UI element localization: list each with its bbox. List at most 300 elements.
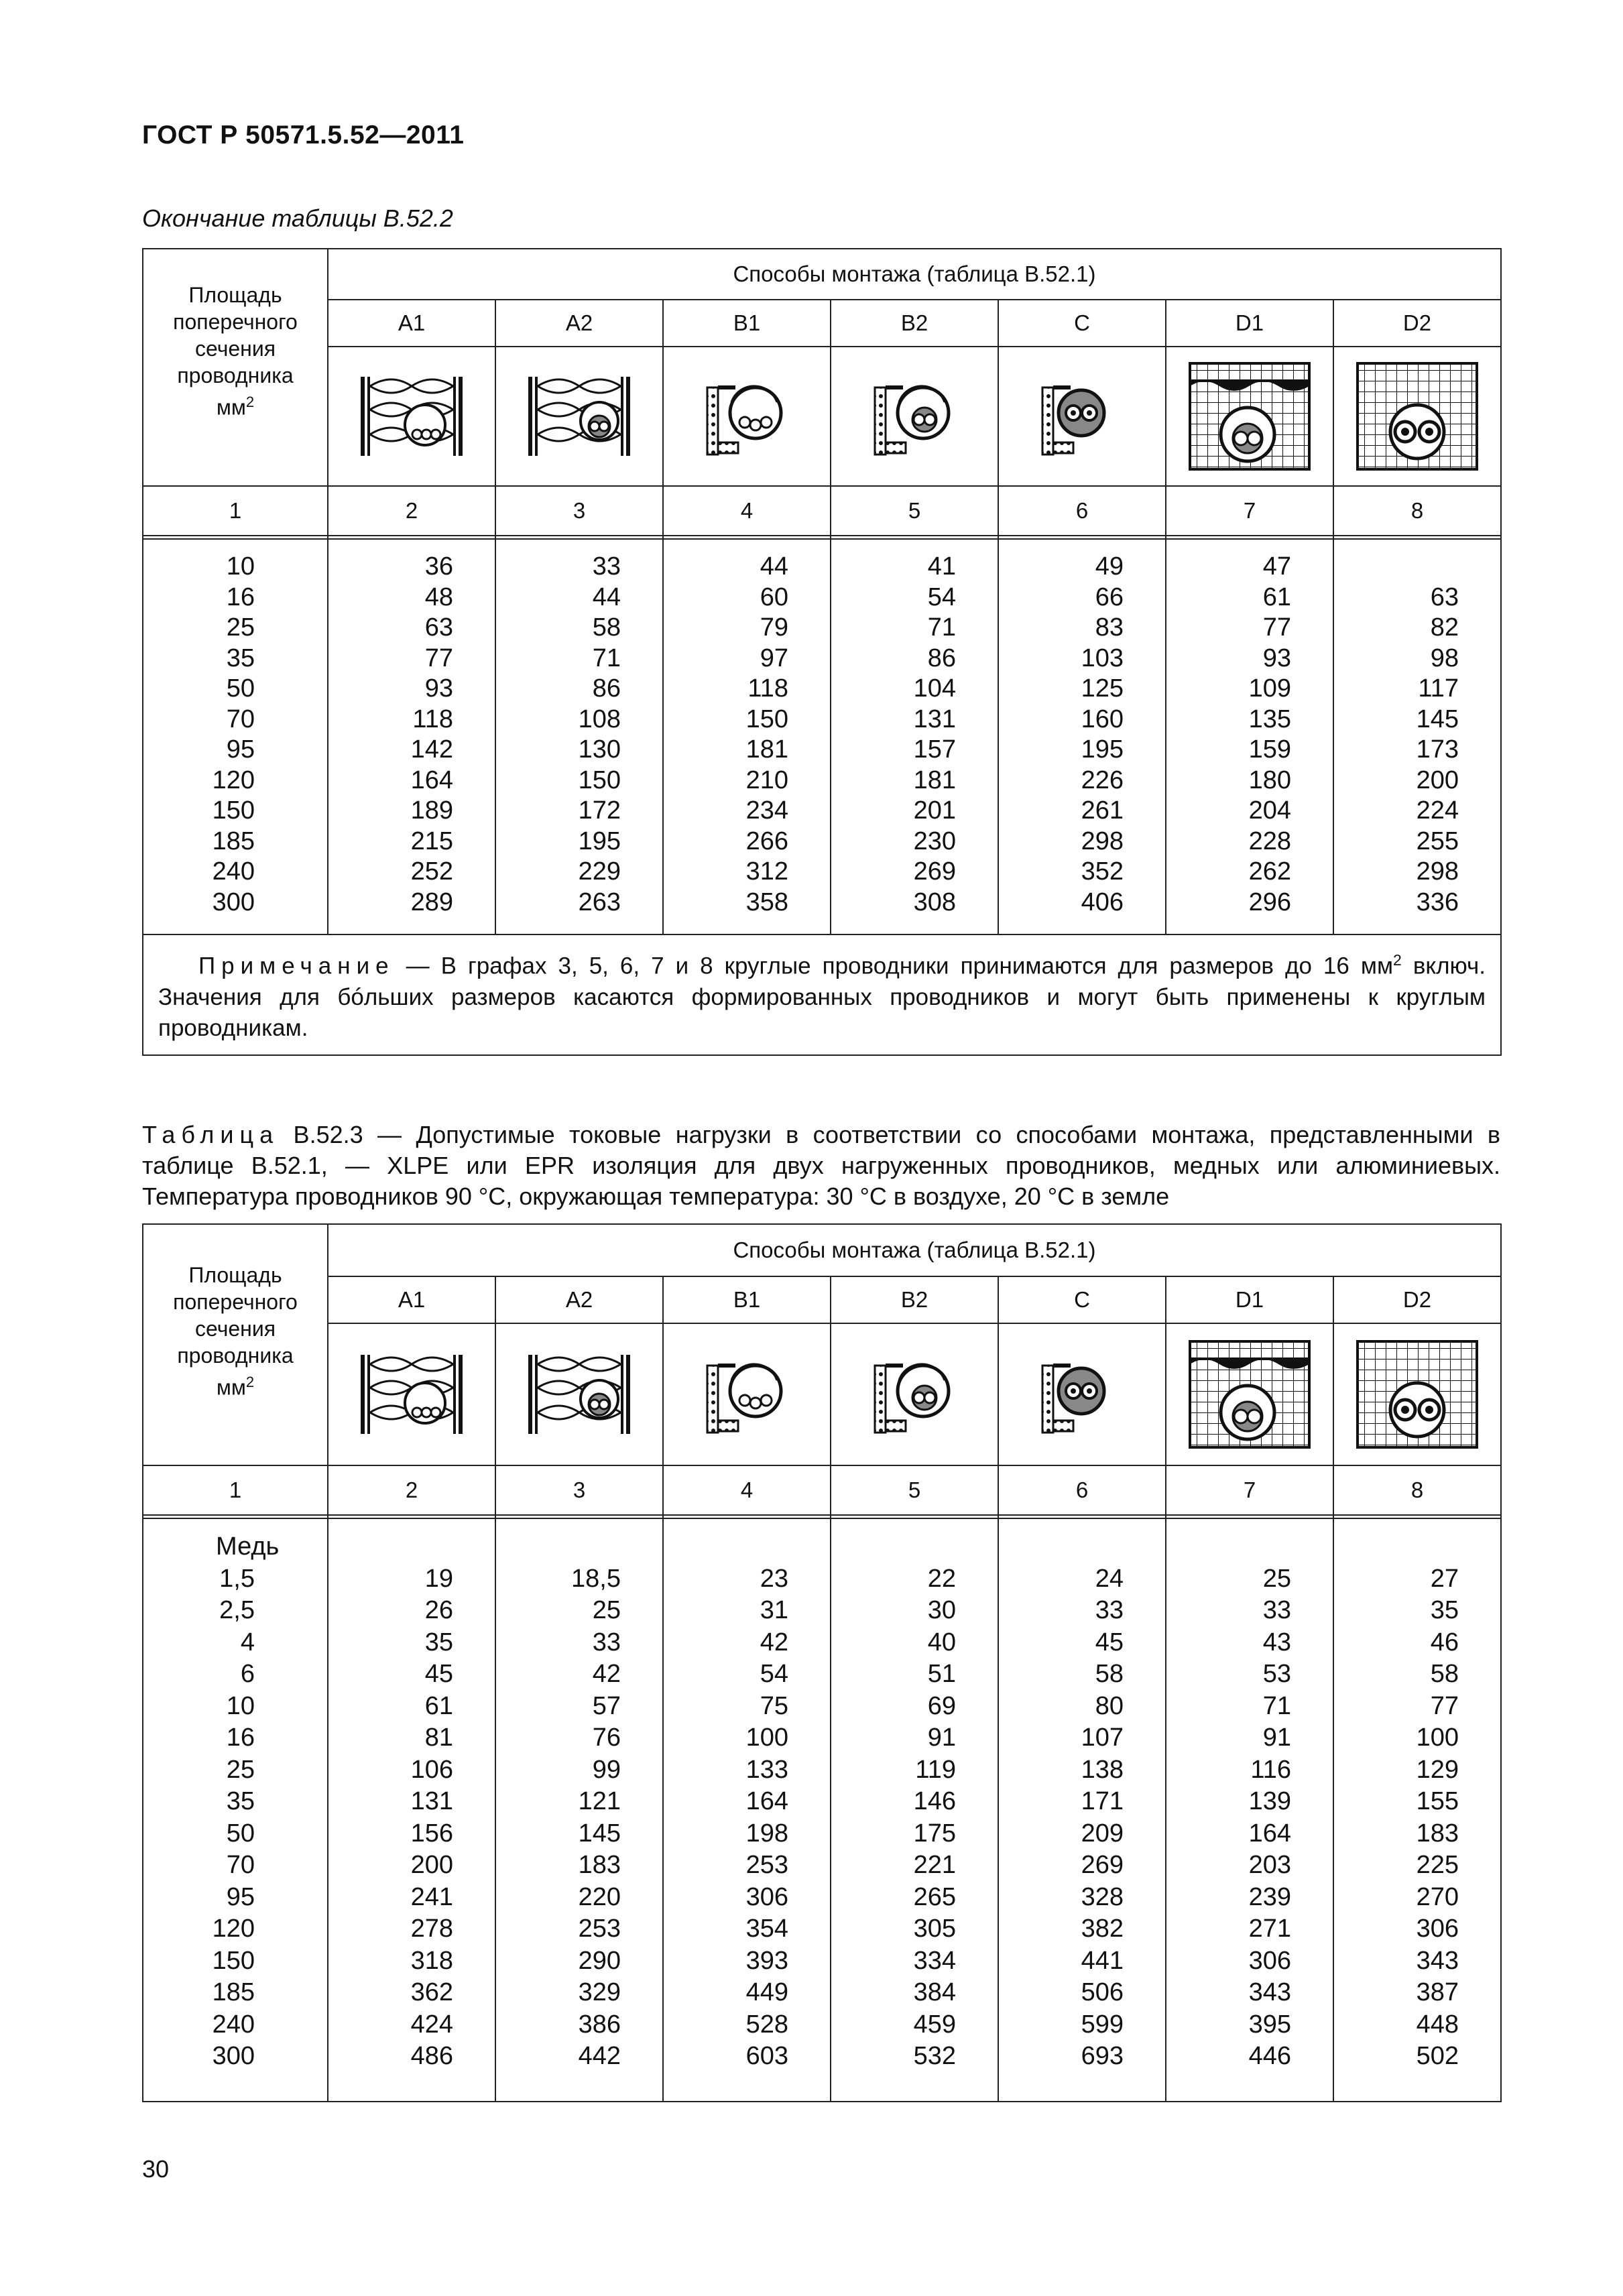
table-cell-value: 70 <box>226 1851 255 1879</box>
table-cell-value: 226 <box>1081 766 1124 794</box>
table-cell-value: 296 <box>1248 888 1291 916</box>
table-b522 <box>142 248 1500 1056</box>
table-cell-value: 406 <box>1081 888 1124 916</box>
table-cell-value: 255 <box>1416 827 1459 855</box>
table-cell-value: 343 <box>1416 1946 1459 1975</box>
table-cell-value: 336 <box>1416 888 1459 916</box>
table-cell-value: 172 <box>578 796 621 825</box>
method-icon-cell <box>495 1323 663 1465</box>
table-cell-value: 164 <box>745 1787 788 1815</box>
table-cell-value: 50 <box>226 674 255 703</box>
table-cell-value: 290 <box>578 1946 621 1975</box>
table-cell-value: 195 <box>1081 735 1124 764</box>
table-cell-value: 116 <box>1250 1755 1291 1784</box>
table-cell-value: 41 <box>927 552 956 581</box>
table-cell-value: 86 <box>592 674 621 703</box>
value-column <box>831 539 998 934</box>
table-cell-value: 228 <box>1248 827 1291 855</box>
table-cell-value: 57 <box>592 1691 621 1720</box>
table-cell-value: 306 <box>745 1882 788 1911</box>
table-cell-value: 271 <box>1248 1915 1291 1943</box>
method-icon-cell <box>998 347 1166 486</box>
table-cell-value: 77 <box>1430 1691 1459 1720</box>
table-cell-value: 61 <box>1262 583 1291 611</box>
table-cell-value: 106 <box>410 1755 453 1784</box>
table-cell-value: 4 <box>240 1628 255 1656</box>
table-cell-value: 135 <box>1248 705 1291 733</box>
area-header-line: Площадь <box>188 283 282 308</box>
note-text-continued: включ. Значения для бóльших размеров касаются формированных проводников и могут быть применены к круглым проводникам. <box>158 953 1486 1041</box>
table-cell-value: 300 <box>212 2042 255 2070</box>
table-cell-value: 448 <box>1416 2010 1459 2039</box>
table-cell-value: 528 <box>745 2010 788 2039</box>
table-cell-value: 239 <box>1248 1882 1291 1911</box>
table-cell-value: 164 <box>410 766 453 794</box>
table-cell-value: 6 <box>240 1660 255 1688</box>
area-header-line: сечения <box>194 1317 276 1341</box>
table-cell-value: 229 <box>578 857 621 886</box>
table-cell-value: 278 <box>410 1915 453 1943</box>
table-cell-value: 215 <box>410 827 453 855</box>
installation-d2-icon <box>1354 359 1481 473</box>
table-cell-value: 125 <box>1081 674 1124 703</box>
table-cell-value: 262 <box>1248 857 1291 886</box>
material-spacer <box>831 1531 956 1563</box>
table-cell-value: 95 <box>226 1882 255 1911</box>
table-cell-value: 171 <box>1081 1787 1124 1815</box>
table-cell-value: 98 <box>1430 644 1459 672</box>
table-cell-value: 118 <box>747 674 788 703</box>
table-cell-value: 19 <box>424 1564 453 1593</box>
column-number: 5 <box>831 1465 998 1515</box>
installation-a1-icon <box>358 373 465 460</box>
column-number: 2 <box>328 486 495 536</box>
method-icon-cell <box>328 347 495 486</box>
material-spacer <box>328 1531 453 1563</box>
value-column <box>328 1518 495 2102</box>
table-cell-value: 77 <box>1262 613 1291 642</box>
table-cell-value: 157 <box>913 735 956 764</box>
table-cell-value: 93 <box>424 674 453 703</box>
area-header-line: поперечного <box>173 310 298 335</box>
table-cell-value: 109 <box>1248 674 1291 703</box>
method-icon-cell <box>663 347 831 486</box>
area-header-cell <box>143 1224 328 1465</box>
table-cell-value: 70 <box>226 705 255 733</box>
method-icon-cell <box>1166 347 1333 486</box>
material-spacer <box>999 1531 1124 1563</box>
table-cell-value: 27 <box>1430 1564 1459 1593</box>
table-cell-value: 459 <box>913 2010 956 2039</box>
table-cell-value: 45 <box>1095 1628 1124 1656</box>
table-cell-value: 139 <box>1248 1787 1291 1815</box>
method-icon-cell <box>663 1323 831 1465</box>
method-icon-cell <box>998 1323 1166 1465</box>
column-number: 1 <box>143 1465 328 1515</box>
value-column <box>1166 1518 1333 2102</box>
table-cell-value: 446 <box>1248 2042 1291 2070</box>
table-cell-value: 263 <box>578 888 621 916</box>
material-label: Медь <box>216 1532 280 1561</box>
table-cell-value: 120 <box>212 766 255 794</box>
table-cell-value: 312 <box>745 857 788 886</box>
method-label: С <box>998 300 1166 347</box>
table-cell-value: 45 <box>424 1660 453 1688</box>
table-cell-value: 142 <box>410 735 453 764</box>
method-label: А2 <box>495 300 663 347</box>
method-icon-cell <box>1166 1323 1333 1465</box>
note-text: — В графах 3, 5, 6, 7 и 8 круглые проводники принимаются для размеров до 16 мм <box>394 953 1394 979</box>
table-cell-value: 10 <box>226 552 255 581</box>
table-cell-value: 25 <box>592 1596 621 1624</box>
value-column <box>143 539 328 934</box>
table-cell-value: 693 <box>1081 2042 1124 2070</box>
table-cell-value: 195 <box>578 827 621 855</box>
table-cell-value: 75 <box>760 1691 788 1720</box>
area-header-unit: мм <box>216 395 246 420</box>
page-number: 30 <box>142 2155 170 2183</box>
table-cell-value: 362 <box>410 1978 453 2006</box>
table-cell-value: 91 <box>927 1724 956 1752</box>
table-cell-value: 35 <box>226 644 255 672</box>
table-cell-value: 270 <box>1416 1882 1459 1911</box>
table-cell-value: 66 <box>1095 583 1124 611</box>
table-cell-value: 354 <box>745 1915 788 1943</box>
table-cell-value: 131 <box>913 705 956 733</box>
value-column <box>998 1518 1166 2102</box>
table-cell-value: 318 <box>410 1946 453 1975</box>
table-cell-value: 328 <box>1081 1882 1124 1911</box>
table-cell-value: 117 <box>1418 674 1459 703</box>
unit-superscript: 2 <box>245 1374 255 1391</box>
column-number: 4 <box>663 1465 831 1515</box>
table-cell-value: 93 <box>1262 644 1291 672</box>
table-cell-value: 76 <box>592 1724 621 1752</box>
table-cell-value: 203 <box>1248 1851 1291 1879</box>
unit-superscript: 2 <box>245 394 255 411</box>
installation-a2-icon <box>526 373 633 460</box>
column-number: 7 <box>1166 1465 1333 1515</box>
table-cell-value: 156 <box>410 1819 453 1848</box>
table-cell-value: 82 <box>1430 613 1459 642</box>
values-body <box>143 539 1501 934</box>
table-cell-value: 49 <box>1095 552 1124 581</box>
table-cell-value: 47 <box>1262 552 1291 581</box>
installation-a2-icon <box>526 1351 633 1438</box>
value-column <box>663 539 831 934</box>
installation-c-icon <box>1038 373 1126 460</box>
table-cell-value: 16 <box>226 583 255 611</box>
table-cell-value: 71 <box>1262 1691 1291 1720</box>
table-cell-value: 79 <box>760 613 788 642</box>
method-icon-cell <box>328 1323 495 1465</box>
table-cell-value: 266 <box>745 827 788 855</box>
column-number: 6 <box>998 1465 1166 1515</box>
note-label: Примечание <box>198 953 395 979</box>
material-spacer <box>496 1531 621 1563</box>
value-column <box>495 539 663 934</box>
value-column <box>1333 1518 1501 2102</box>
table-cell-value: 395 <box>1248 2010 1291 2039</box>
table-cell-value: 160 <box>1081 705 1124 733</box>
table-cell-value: 449 <box>745 1978 788 2006</box>
table-cell-value: 43 <box>1262 1628 1291 1656</box>
table-cell-value: 200 <box>410 1851 453 1879</box>
table-cell-value: 51 <box>927 1660 956 1688</box>
table-cell-value: 224 <box>1416 796 1459 825</box>
table-cell-value: 63 <box>1430 583 1459 611</box>
table-cell-value: 97 <box>760 644 788 672</box>
table-cell-value: 118 <box>412 705 453 733</box>
table-cell-value: 185 <box>212 827 255 855</box>
table-cell-value: 442 <box>578 2042 621 2070</box>
table-cell-value: 54 <box>760 1660 788 1688</box>
table-cell-value: 145 <box>578 1819 621 1848</box>
table-cell-value: 221 <box>913 1851 956 1879</box>
value-column <box>663 1518 831 2102</box>
caption-text: В.52.3 — Допустимые токовые нагрузки в соответствии со способами монтажа, представленными в таблице В.52.1, — XLPE или EPR изоляция для двух нагруженных проводников, медных или алюминиевых. Температура проводников 90 °С, окружающая температура: 30 °С в воздухе, 20 °С в земле <box>142 1121 1500 1210</box>
method-label: D2 <box>1333 300 1501 347</box>
table-cell-value: 46 <box>1430 1628 1459 1656</box>
column-number: 3 <box>495 486 663 536</box>
table-cell-value <box>1334 552 1459 583</box>
table-cell-value: 146 <box>913 1787 956 1815</box>
table-cell-value: 298 <box>1081 827 1124 855</box>
table-cell-value: 289 <box>410 888 453 916</box>
table-cell-value: 329 <box>578 1978 621 2006</box>
table-note <box>143 934 1501 1055</box>
table-cell-value: 261 <box>1081 796 1124 825</box>
value-column <box>143 1518 328 2102</box>
table-cell-value: 42 <box>592 1660 621 1688</box>
column-number: 2 <box>328 1465 495 1515</box>
table-cell-value: 35 <box>424 1628 453 1656</box>
table-cell-value: 382 <box>1081 1915 1124 1943</box>
installation-a1-icon <box>358 1351 465 1438</box>
table-cell-value: 441 <box>1081 1946 1124 1975</box>
column-number: 7 <box>1166 486 1333 536</box>
method-icon-cell <box>495 347 663 486</box>
table-continuation-caption: Окончание таблицы В.52.2 <box>142 204 453 232</box>
value-column <box>1166 539 1333 934</box>
table-cell-value: 100 <box>745 1724 788 1752</box>
table-cell-value: 599 <box>1081 2010 1124 2039</box>
note-superscript: 2 <box>1393 951 1402 969</box>
method-label: В2 <box>831 1276 998 1323</box>
note-row <box>143 934 1501 1055</box>
table-cell-value: 33 <box>1095 1596 1124 1624</box>
method-label: D1 <box>1166 300 1333 347</box>
table-cell-value: 91 <box>1262 1724 1291 1752</box>
material-spacer <box>664 1531 788 1563</box>
column-number-row <box>143 486 1501 536</box>
area-header-line: сечения <box>194 337 276 361</box>
method-label: С <box>998 1276 1166 1323</box>
table-cell-value: 265 <box>913 1882 956 1911</box>
table-cell-value: 253 <box>745 1851 788 1879</box>
method-label: D2 <box>1333 1276 1501 1323</box>
installation-b1-icon <box>703 373 790 460</box>
table-cell-value: 86 <box>927 644 956 672</box>
table-cell-value: 240 <box>212 857 255 886</box>
table-cell-value: 241 <box>410 1882 453 1911</box>
table-cell-value: 36 <box>424 552 453 581</box>
table-cell-value: 269 <box>1081 1851 1124 1879</box>
method-label: В2 <box>831 300 998 347</box>
table-cell-value: 103 <box>1081 644 1124 672</box>
value-column <box>1333 539 1501 934</box>
table-cell-value: 201 <box>913 796 956 825</box>
column-number-row <box>143 1465 1501 1515</box>
table-cell-value: 175 <box>913 1819 956 1848</box>
table-cell-value: 58 <box>1095 1660 1124 1688</box>
table-cell-value: 60 <box>760 583 788 611</box>
table-cell-value: 308 <box>913 888 956 916</box>
table-cell-value: 71 <box>592 644 621 672</box>
methods-header: Способы монтажа (таблица В.52.1) <box>328 1224 1501 1276</box>
table-cell-value: 107 <box>1081 1724 1124 1752</box>
table-cell-value: 22 <box>927 1564 956 1593</box>
table-cell-value: 240 <box>212 2010 255 2039</box>
table-cell-value: 225 <box>1416 1851 1459 1879</box>
table-cell-value: 181 <box>745 735 788 764</box>
table-cell-value: 386 <box>578 2010 621 2039</box>
table-cell-value: 138 <box>1081 1755 1124 1784</box>
column-number: 6 <box>998 486 1166 536</box>
values-body <box>143 1518 1501 2102</box>
table-cell-value: 300 <box>212 888 255 916</box>
table-cell-value: 150 <box>212 796 255 825</box>
column-number: 8 <box>1333 486 1501 536</box>
table-cell-value: 230 <box>913 827 956 855</box>
table-cell-value: 100 <box>1416 1724 1459 1752</box>
value-column <box>495 1518 663 2102</box>
table-cell-value: 200 <box>1416 766 1459 794</box>
table-cell-value: 99 <box>592 1755 621 1784</box>
table-cell-value: 234 <box>745 796 788 825</box>
table-cell-value: 53 <box>1262 1660 1291 1688</box>
table-cell-value: 145 <box>1416 705 1459 733</box>
table-cell-value: 180 <box>1248 766 1291 794</box>
method-label: В1 <box>663 1276 831 1323</box>
table-cell-value: 352 <box>1081 857 1124 886</box>
area-header-cell <box>143 249 328 486</box>
table-cell-value: 58 <box>1430 1660 1459 1688</box>
table-cell-value: 358 <box>745 888 788 916</box>
table-cell-value: 48 <box>424 583 453 611</box>
method-icon-cell <box>831 1323 998 1465</box>
table-cell-value: 1,5 <box>219 1564 255 1593</box>
column-number: 4 <box>663 486 831 536</box>
installation-b1-icon <box>703 1351 790 1438</box>
column-number: 8 <box>1333 1465 1501 1515</box>
table-cell-value: 63 <box>424 613 453 642</box>
area-header-unit: мм <box>216 1375 246 1400</box>
table-cell-value: 204 <box>1248 796 1291 825</box>
installation-b2-icon <box>871 1351 958 1438</box>
method-icon-cell <box>1333 1323 1501 1465</box>
table-cell-value: 603 <box>745 2042 788 2070</box>
area-header-line: проводника <box>177 363 294 388</box>
column-number: 3 <box>495 1465 663 1515</box>
table-cell-value: 81 <box>424 1724 453 1752</box>
table-cell-value: 164 <box>1248 1819 1291 1848</box>
area-header-line: Площадь <box>188 1263 282 1288</box>
table-cell-value: 298 <box>1416 857 1459 886</box>
table-cell-value: 343 <box>1248 1978 1291 2006</box>
column-number: 1 <box>143 486 328 536</box>
table-cell-value: 198 <box>745 1819 788 1848</box>
table-cell-value: 44 <box>760 552 788 581</box>
table-cell-value: 305 <box>913 1915 956 1943</box>
table-cell-value: 150 <box>212 1946 255 1975</box>
table-cell-value: 10 <box>226 1691 255 1720</box>
table-cell-value: 2,5 <box>219 1596 255 1624</box>
method-label: А2 <box>495 1276 663 1323</box>
method-icon-cell <box>1333 347 1501 486</box>
table-cell-value: 33 <box>592 1628 621 1656</box>
method-label: В1 <box>663 300 831 347</box>
table-cell-value: 33 <box>1262 1596 1291 1624</box>
table-b523-caption <box>142 1120 1500 1212</box>
table-cell-value: 18,5 <box>571 1564 621 1593</box>
table-cell-value: 25 <box>1262 1564 1291 1593</box>
table-cell-value: 506 <box>1081 1978 1124 2006</box>
table-cell-value: 155 <box>1416 1787 1459 1815</box>
table-cell-value: 120 <box>212 1915 255 1943</box>
table-cell-value: 502 <box>1416 2042 1459 2070</box>
table-cell-value: 183 <box>1416 1819 1459 1848</box>
installation-d2-icon <box>1354 1337 1481 1451</box>
table-cell-value: 108 <box>578 705 621 733</box>
table-cell-value: 253 <box>578 1915 621 1943</box>
table-cell-value: 23 <box>760 1564 788 1593</box>
table-cell-value: 150 <box>578 766 621 794</box>
method-label: А1 <box>328 1276 495 1323</box>
table-cell-value: 384 <box>913 1978 956 2006</box>
table-cell-value: 424 <box>410 2010 453 2039</box>
table-cell-value: 83 <box>1095 613 1124 642</box>
table-cell-value: 77 <box>424 644 453 672</box>
table-cell-value: 532 <box>913 2042 956 2070</box>
table-cell-value: 80 <box>1095 1691 1124 1720</box>
table-cell-value: 269 <box>913 857 956 886</box>
table-cell-value: 26 <box>424 1596 453 1624</box>
table-cell-value: 306 <box>1248 1946 1291 1975</box>
installation-d1-icon <box>1186 359 1313 473</box>
material-spacer <box>1334 1531 1459 1563</box>
table-cell-value: 33 <box>592 552 621 581</box>
table-cell-value: 334 <box>913 1946 956 1975</box>
table-cell-value: 181 <box>913 766 956 794</box>
table-cell-value: 25 <box>226 1755 255 1784</box>
value-column <box>831 1518 998 2102</box>
table-cell-value: 130 <box>578 735 621 764</box>
table-cell-value: 25 <box>226 613 255 642</box>
table-cell-value: 121 <box>578 1787 621 1815</box>
table-b523 <box>142 1223 1500 2102</box>
table-cell-value: 159 <box>1248 735 1291 764</box>
material-spacer <box>1166 1531 1291 1563</box>
table-cell-value: 95 <box>226 735 255 764</box>
table-cell-value: 30 <box>927 1596 956 1624</box>
table-cell-value: 54 <box>927 583 956 611</box>
value-column <box>998 539 1166 934</box>
table-cell-value: 31 <box>760 1596 788 1624</box>
table-cell-value: 189 <box>410 796 453 825</box>
table-cell-value: 24 <box>1095 1564 1124 1593</box>
table-cell-value: 220 <box>578 1882 621 1911</box>
